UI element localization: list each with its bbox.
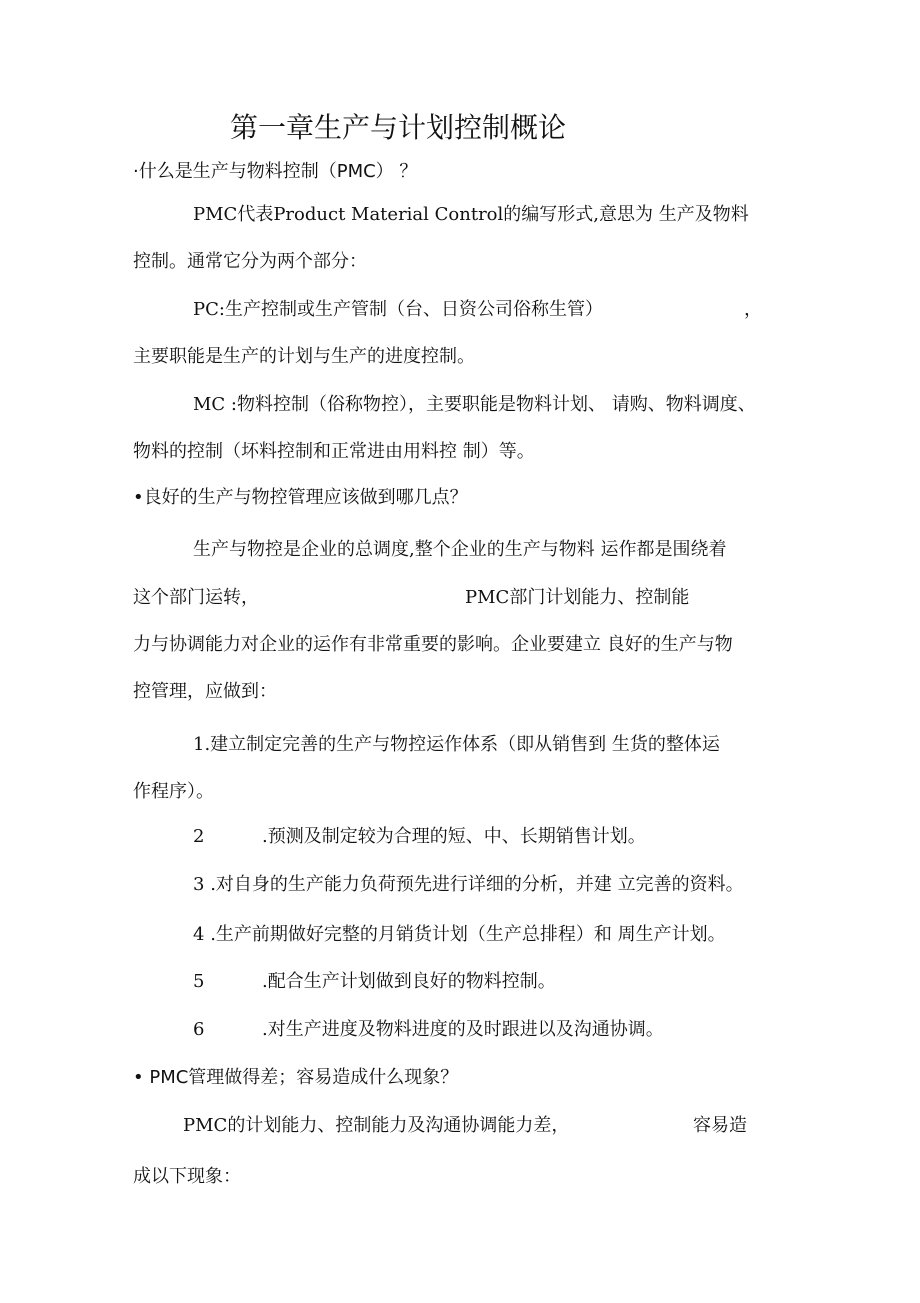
paragraph-line: 控制。通常它分为两个部分： bbox=[133, 251, 367, 272]
list-number: 2 bbox=[193, 826, 205, 847]
list-item-3 bbox=[193, 874, 744, 896]
section-question-2: •良好的生产与物控管理应该做到哪几点？ bbox=[133, 487, 468, 508]
list-text: .对生产进度及物料进度的及时跟进以及沟通协调。 bbox=[262, 1019, 664, 1040]
paragraph-line: ， bbox=[744, 299, 762, 320]
section-question-1: ·什么是生产与物料控制（PMC） ？ bbox=[133, 161, 418, 182]
paragraph-line: PMC代表Product Material Control的编写形式,意思为 生产及物料 bbox=[193, 204, 749, 225]
list-text: .生产前期做好完整的月销货计划（生产总排程）和 周生产计划。 bbox=[210, 924, 726, 945]
paragraph-line: 这个部门运转， bbox=[133, 587, 259, 608]
paragraph-line: MC :物料控制（俗称物控），主要职能是物料计划、 请购、物料调度、 bbox=[193, 394, 756, 415]
paragraph-line: PC:生产控制或生产管制（台、日资公司俗称生管） bbox=[193, 299, 603, 320]
chapter-title: 第一章生产与计划控制概论 bbox=[230, 111, 567, 144]
list-number: 4 bbox=[193, 924, 205, 945]
paragraph-line: PMC的计划能力、控制能力及沟通协调能力差， bbox=[183, 1115, 570, 1136]
paragraph-line: 成以下现象： bbox=[133, 1166, 241, 1187]
list-text: .配合生产计划做到良好的物料控制。 bbox=[262, 971, 556, 992]
paragraph-line: 主要职能是生产的计划与生产的进度控制。 bbox=[133, 346, 475, 367]
list-text: .预测及制定较为合理的短、中、长期销售计划。 bbox=[262, 826, 646, 847]
list-text: .建立制定完善的生产与物控运作体系（即从销售到 生货的整体运 bbox=[204, 734, 720, 755]
section-question-3: • PMC管理做得差；容易造成什么现象？ bbox=[133, 1067, 459, 1088]
list-item-4 bbox=[193, 924, 726, 946]
list-number: 6 bbox=[193, 1019, 205, 1040]
paragraph-line: 容易造 bbox=[693, 1115, 747, 1136]
paragraph-line: 控管理，应做到： bbox=[133, 681, 277, 702]
paragraph-line: 生产与物控是企业的总调度,整个企业的生产与物料 运作都是围绕着 bbox=[193, 539, 727, 560]
paragraph-line: 物料的控制（坏料控制和正常进由用料控 制）等。 bbox=[133, 441, 535, 462]
list-item-1-continued: 作程序）。 bbox=[133, 781, 214, 802]
paragraph-line: PMC部门计划能力、控制能 bbox=[465, 587, 690, 608]
list-number: 1 bbox=[193, 734, 205, 755]
list-number: 3 bbox=[193, 874, 205, 895]
list-text: .对自身的生产能力负荷预先进行详细的分析，并建 立完善的资料。 bbox=[210, 874, 744, 895]
paragraph-line: 力与协调能力对企业的运作有非常重要的影响。企业要建立 良好的生产与物 bbox=[133, 634, 733, 655]
list-item-1 bbox=[193, 734, 720, 756]
list-number: 5 bbox=[193, 971, 205, 992]
